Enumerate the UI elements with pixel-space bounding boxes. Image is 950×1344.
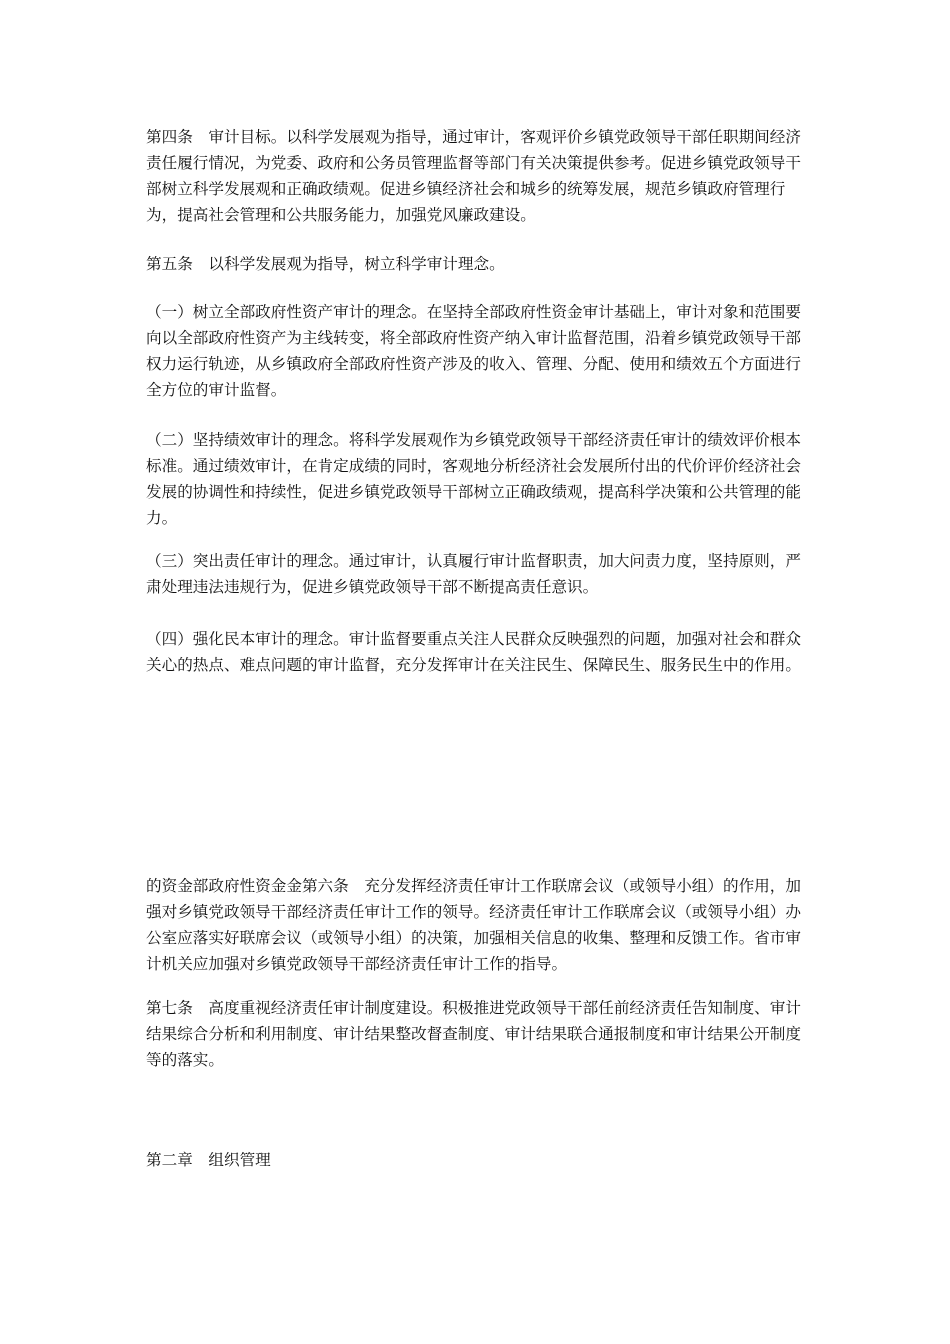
item-3-paragraph: （三）突出责任审计的理念。通过审计，认真履行审计监督职责，加大问责力度，坚持原则，严肃处理违法违规行为，促进乡镇党政领导干部不断提高责任意识。: [146, 552, 801, 596]
article-5-paragraph: 第五条 以科学发展观为指导，树立科学审计理念。: [146, 255, 505, 273]
item-1-paragraph: （一）树立全部政府性资产审计的理念。在坚持全部政府性资金审计基础上，审计对象和范围要向以全部政府性资产为主线转变，将全部政府性资产纳入审计监督范围，沿着乡镇党政领导干部权力运行轨迹，从乡镇政府全部政府性资产涉及的收入、管理、分配、使用和绩效五个方面进行全方位的审计监督。: [146, 303, 801, 399]
article-7-paragraph: 第七条 高度重视经济责任审计制度建设。积极推进党政领导干部任前经济责任告知制度、审计结果综合分析和利用制度、审计结果整改督查制度、审计结果联合通报制度和审计结果公开制度等的落实。: [146, 999, 801, 1069]
chapter-2-heading: 第二章 组织管理: [146, 1151, 271, 1169]
article-6-paragraph: 的资金部政府性资金金第六条 充分发挥经济责任审计工作联席会议（或领导小组）的作用，加强对乡镇党政领导干部经济责任审计工作的领导。经济责任审计工作联席会议（或领导小组）办公室应落实好联席会议（或领导小组）的决策，加强相关信息的收集、整理和反馈工作。省市审计机关应加强对乡镇党政领导干部经济责任审计工作的指导。: [146, 877, 801, 973]
article-4-paragraph: 第四条 审计目标。以科学发展观为指导，通过审计，客观评价乡镇党政领导干部任职期间经济责任履行情况，为党委、政府和公务员管理监督等部门有关决策提供参考。促进乡镇党政领导干部树立科学发展观和正确政绩观。促进乡镇经济社会和城乡的统筹发展，规范乡镇政府管理行为，提高社会管理和公共服务能力，加强党风廉政建设。: [146, 128, 801, 224]
item-2-paragraph: （二）坚持绩效审计的理念。将科学发展观作为乡镇党政领导干部经济责任审计的绩效评价根本标准。通过绩效审计，在肯定成绩的同时，客观地分析经济社会发展所付出的代价评价经济社会发展的协调性和持续性，促进乡镇党政领导干部树立正确政绩观，提高科学决策和公共管理的能力。: [146, 431, 801, 527]
item-4-paragraph: （四）强化民本审计的理念。审计监督要重点关注人民群众反映强烈的问题，加强对社会和群众关心的热点、难点问题的审计监督，充分发挥审计在关注民生、保障民生、服务民生中的作用。: [146, 630, 801, 674]
